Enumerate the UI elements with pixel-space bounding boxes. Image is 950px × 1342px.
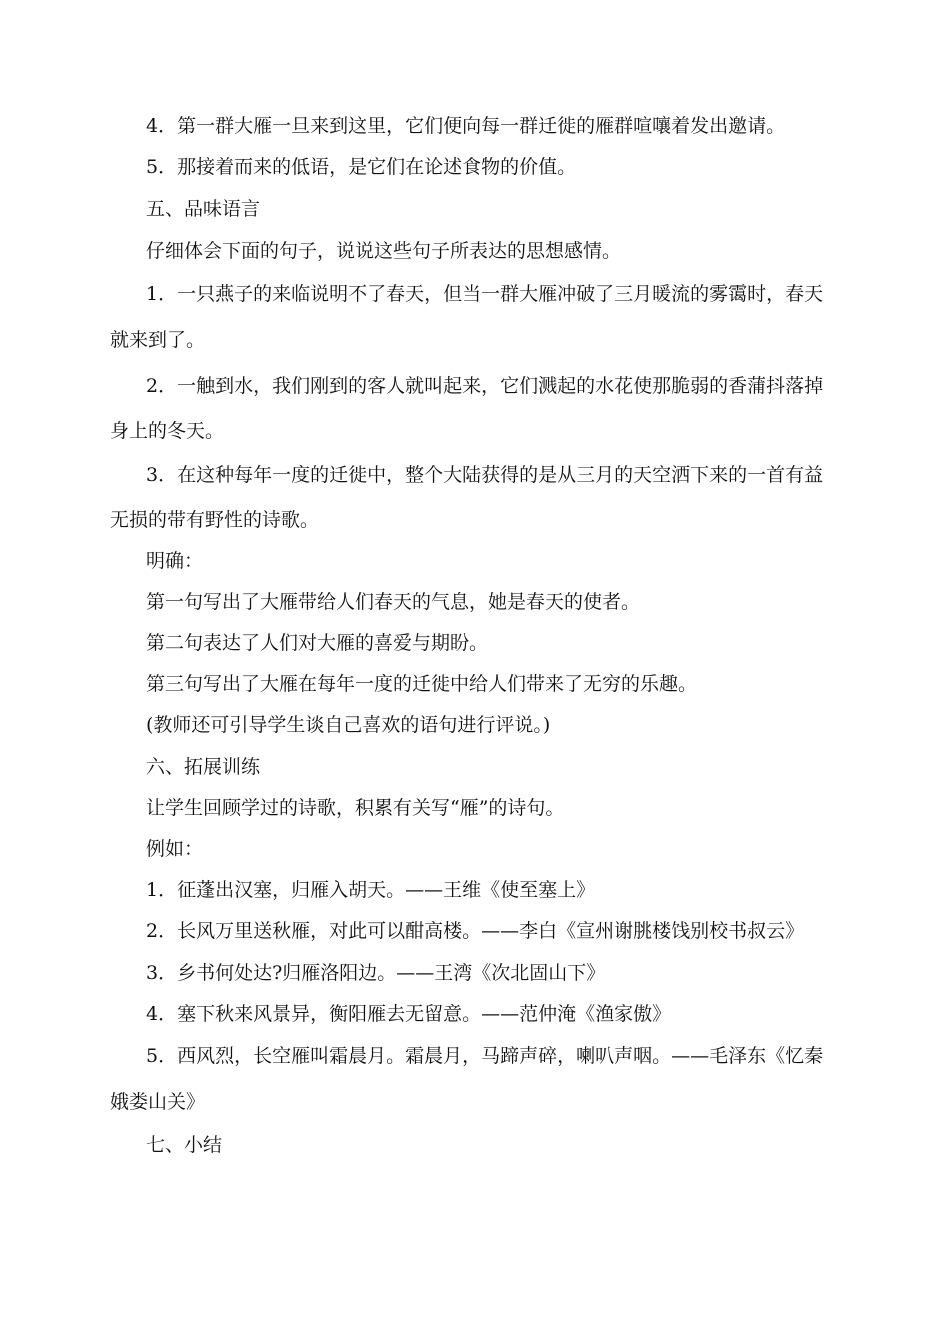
- text-line: 4．第一群大雁一旦来到这里，它们便向每一群迁徙的雁群喧嚷着发出邀请。: [146, 115, 786, 137]
- text-line: (教师还可引导学生谈自己喜欢的语句进行评说。): [146, 714, 551, 736]
- text-line: 2．一触到水，我们刚到的客人就叫起来，它们溅起的水花使那脆弱的香蒲抖落掉: [146, 375, 824, 397]
- text-line: 3．在这种每年一度的迁徙中，整个大陆获得的是从三月的天空洒下来的一首有益: [146, 464, 824, 486]
- text-line: 3．乡书何处达?归雁洛阳边。——王湾《次北固山下》: [146, 962, 606, 984]
- text-line: 4．塞下秋来风景异，衡阳雁去无留意。——范仲淹《渔家傲》: [146, 1003, 672, 1025]
- text-line: 5．那接着而来的低语，是它们在论述食物的价值。: [146, 156, 577, 178]
- section-heading: 七、小结: [146, 1134, 223, 1156]
- text-line: 无损的带有野性的诗歌。: [110, 509, 320, 531]
- text-line: 1．一只燕子的来临说明不了春天，但当一群大雁冲破了三月暖流的雾霭时，春天: [146, 283, 824, 305]
- text-line: 让学生回顾学过的诗歌，积累有关写“雁”的诗句。: [146, 797, 565, 819]
- text-line: 第一句写出了大雁带给人们春天的气息，她是春天的使者。: [146, 591, 641, 613]
- text-line: 仔细体会下面的句子，说说这些句子所表达的思想感情。: [146, 240, 622, 262]
- text-line: 娥娄山关》: [110, 1091, 206, 1113]
- text-line: 2．长风万里送秋雁，对此可以酣高楼。——李白《宣州谢朓楼饯别校书叔云》: [146, 920, 805, 942]
- text-line: 1．征蓬出汉塞，归雁入胡天。——王维《使至塞上》: [146, 879, 596, 901]
- text-line: 例如：: [146, 838, 204, 860]
- text-line: 5．西风烈，长空雁叫霜晨月。霜晨月，马蹄声碎，喇叭声咽。——毛泽东《忆秦: [146, 1045, 824, 1067]
- section-heading: 五、品味语言: [146, 198, 261, 220]
- text-line: 第三句写出了大雁在每年一度的迁徙中给人们带来了无穷的乐趣。: [146, 673, 698, 695]
- text-line: 明确：: [146, 550, 204, 572]
- text-line: 就来到了。: [110, 329, 206, 351]
- text-line: 第二句表达了人们对大雁的喜爱与期盼。: [146, 632, 489, 654]
- text-line: 身上的冬天。: [110, 420, 225, 442]
- section-heading: 六、拓展训练: [146, 756, 261, 778]
